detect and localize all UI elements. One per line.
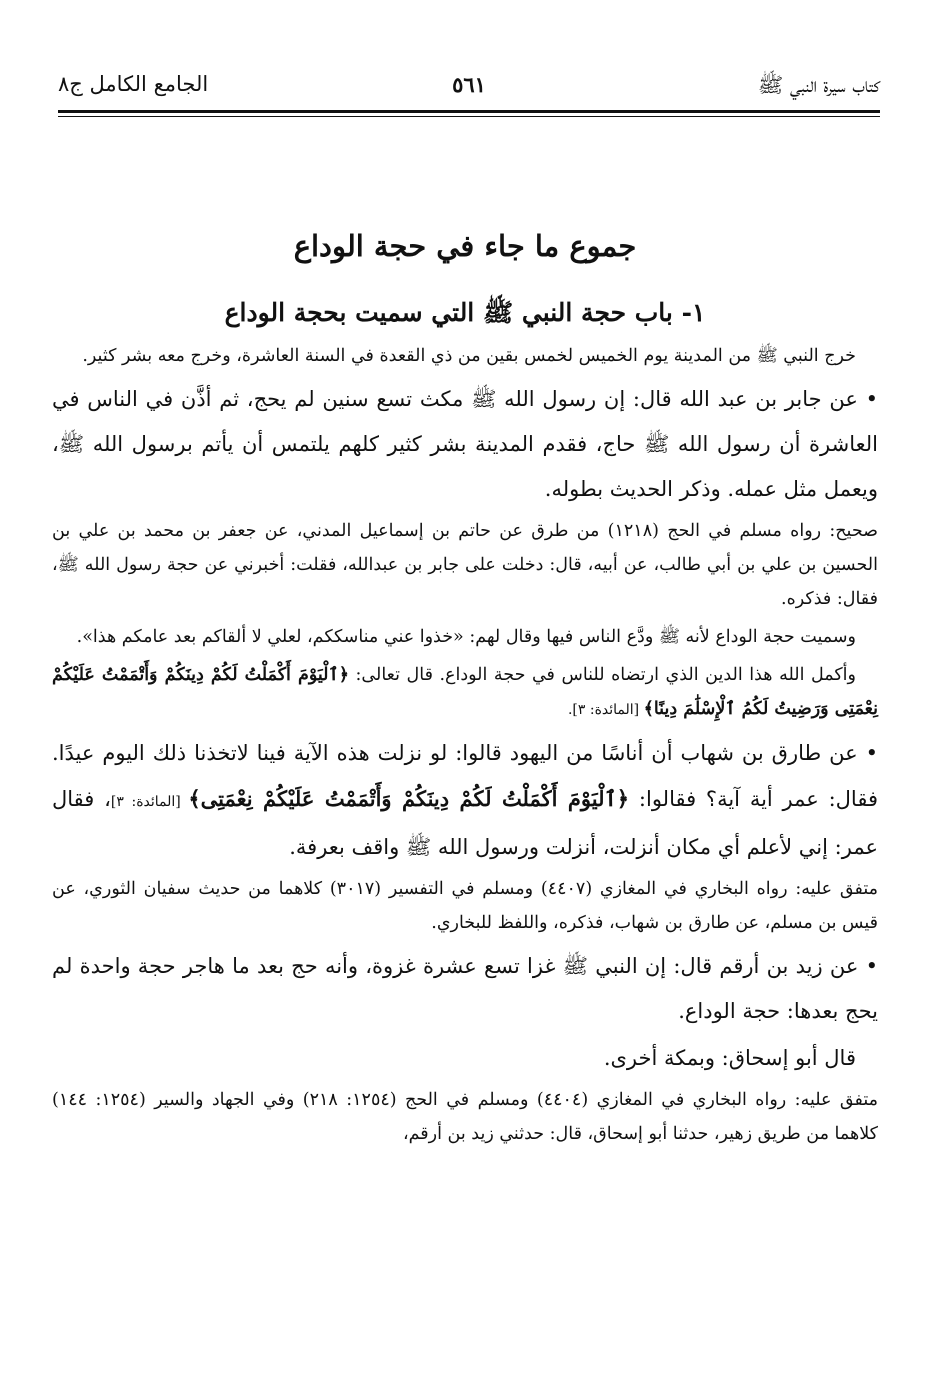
verse-reference-2: [المائدة: ٣] [110,794,189,810]
verse-paragraph [52,658,878,727]
hadith-jabir: • عن جابر بن عبد الله قال: إن رسول الله ﷺ مكث تسع سنين لم يحج، ثم أذَّن في الناس في العاشرة أن رسول الله ﷺ حاج، فقدم المدينة بشر كثير كلهم يلتمس أن يأتم برسول الله ﷺ، ويعمل مثل عمله. وذكر الحديث بطوله. [52,387,878,501]
header-rule-thin [58,116,880,117]
abu-ishaq-remark: قال أبو إسحاق: وبمكة أخرى. [603,1046,856,1070]
page-body [52,225,878,1155]
page-header [58,72,880,106]
page-number: ٥٦١ [452,72,486,97]
quran-verse-2: ﴿ٱلْيَوْمَ أَكْمَلْتُ لَكُمْ دِينَكُمْ وَأَتْمَمْتُ عَلَيْكُمْ نِعْمَتِى﴾ [188,786,630,811]
hadith-tariq [52,731,878,870]
hadith-tariq-rest: ، فقال عمر: إني لأعلم أي مكان أنزلت، أنزلت ورسول الله ﷺ واقف بعرفة. [52,787,878,859]
hadith-tariq-text: • عن طارق بن شهاب أن أناسًا من اليهود قالوا: لو نزلت هذه الآية فينا لاتخذنا ذلك اليوم عيدًا. فقال: عمر أية آية؟ فقالوا: [52,741,878,811]
verse-reference: [المائدة: ٣]. [567,702,644,718]
volume-header: الجامع الكامل ج٨ [58,72,209,96]
farewell-naming-paragraph: وسميت حجة الوداع لأنه ﷺ ودَّع الناس فيها وقال لهم: «خذوا عني مناسككم، لعلي لا ألقاكم بعد عامكم هذا». [76,627,856,647]
hadith-zayd: • عن زيد بن أرقم قال: إن النبي ﷺ غزا تسع عشرة غزوة، وأنه حج بعد ما هاجر حجة واحدة لم يحج بعدها: حجة الوداع. [52,954,878,1023]
takhrij-note-2: متفق عليه: رواه البخاري في المغازي (٤٤٠٧) ومسلم في التفسير (٣٠١٧) كلاهما من حديث سفيان الثوري، عن قيس بن مسلم، عن طارق بن شهاب، فذكره، واللفظ للبخاري. [52,879,878,933]
chapter-title: جموع ما جاء في حجة الوداع [293,229,637,263]
quran-verse: ﴿ٱلْيَوْمَ أَكْمَلْتُ لَكُمْ دِينَكُمْ وَأَتْمَمْتُ عَلَيْكُمْ نِعْمَتِى وَرَضِيتُ لَكُمُ ٱلْإِسْلَٰمَ دِينًا﴾ [52,665,878,719]
takhrij-note-3: متفق عليه: رواه البخاري في المغازي (٤٤٠٤) ومسلم في الحج (١٢٥٤: ٢١٨) وفي الجهاد والسير (١٢٥٤: ١٤٤) كلاهما من طريق زهير، حدثنا أبو إسحاق، قال: حدثني زيد بن أرقم، [52,1090,878,1144]
takhrij-note-1: صحيح: رواه مسلم في الحج (١٢١٨) من طرق عن حاتم بن إسماعيل المدني، عن جعفر بن محمد بن علي بن الحسين بن علي بن أبي طالب، عن أبيه، قال: دخلت على جابر بن عبدالله، فقلت: أخبرني عن حجة رسول الله ﷺ، فقال: فذكره. [52,521,878,609]
section-title: ١- باب حجة النبي ﷺ التي سميت بحجة الوداع [224,298,706,327]
book-title-header: كتاب سيرة النبي ﷺ [757,73,880,97]
intro-paragraph: خرج النبي ﷺ من المدينة يوم الخميس لخمس بقين من ذي القعدة في السنة العاشرة، وخرج معه بشر كثير. [82,346,856,366]
verse-intro: وأكمل الله هذا الدين الذي ارتضاه للناس في حجة الوداع. قال تعالى: [348,665,856,685]
header-rule-thick [58,110,880,113]
